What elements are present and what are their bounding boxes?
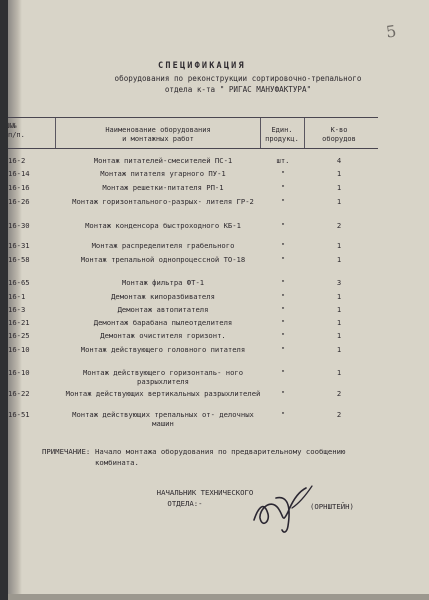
row-quantity: 1: [336, 197, 342, 206]
row-unit: шт.: [276, 156, 290, 165]
row-number: 16-51: [8, 410, 30, 419]
column-divider-3: [304, 118, 305, 148]
row-quantity: 1: [336, 305, 342, 314]
row-name: Монтаж действующего головного питателя: [80, 345, 246, 354]
row-unit: ": [280, 278, 286, 287]
row-name: Демонтаж автопитателя: [117, 305, 209, 314]
signatory-name: (ОРНШТЕЙН): [310, 502, 354, 511]
row-name: Демонтаж кипоразбивателя: [111, 292, 215, 301]
row-quantity: 4: [336, 156, 342, 165]
row-unit: ": [280, 345, 286, 354]
row-name: Монтаж питателя угарного ПУ-1: [100, 169, 226, 178]
row-number: 16-26: [8, 197, 30, 206]
row-number: 16-1: [8, 292, 26, 301]
row-unit: ": [280, 241, 286, 250]
row-number: 16-10: [8, 368, 30, 377]
document-title: СПЕЦИФИКАЦИЯ: [158, 61, 246, 71]
row-quantity: 1: [336, 255, 342, 264]
header-unit: Един. продукц.: [265, 126, 299, 143]
row-unit: ": [280, 331, 286, 340]
page-bottom-edge: [8, 594, 429, 600]
row-unit: ": [280, 169, 286, 178]
note-block: [42, 446, 392, 468]
row-quantity: 1: [336, 169, 342, 178]
row-unit: ": [280, 292, 286, 301]
table-top-rule: [8, 117, 378, 118]
row-name: Монтаж действующих трепальных от- делочных машин: [72, 410, 254, 428]
row-number: 16-58: [8, 255, 30, 264]
row-quantity: 2: [336, 410, 342, 419]
row-name: Монтаж действующего горизонталь- ного разрыхлителя: [82, 368, 244, 386]
row-unit: ": [280, 389, 286, 398]
handwritten-page-number: 5: [384, 21, 398, 42]
row-name: Монтаж горизонтального-разрых- лителя ГР-2: [72, 197, 254, 206]
header-number: №№ п/п.: [8, 122, 25, 139]
row-unit: ": [280, 221, 286, 230]
row-name: Монтаж питателей-смесителей ПС-1: [93, 156, 233, 165]
row-quantity: 2: [336, 221, 342, 230]
row-name: Монтаж действующих вертикальных разрыхлителей: [65, 389, 261, 398]
row-quantity: 1: [336, 292, 342, 301]
row-unit: ": [280, 197, 286, 206]
row-quantity: 1: [336, 331, 342, 340]
row-quantity: 1: [336, 368, 342, 377]
row-quantity: 1: [336, 241, 342, 250]
row-quantity: 1: [336, 318, 342, 327]
row-number: 16-3: [8, 305, 26, 314]
row-name: Демонтаж барабана пылеотделителя: [93, 318, 233, 327]
row-quantity: 2: [336, 389, 342, 398]
subtitle-line-2: отдела к-та " РИГАС МАНУФАКТУРА": [164, 85, 312, 94]
signatory-title: НАЧАЛЬНИК ТЕХНИЧЕСКОГО ОТДЕЛА:-: [156, 488, 254, 508]
row-unit: ": [280, 368, 286, 377]
document-subtitle: [78, 73, 398, 95]
row-name: Монтаж конденсора быстроходного КБ-1: [85, 221, 241, 230]
column-divider-1: [55, 118, 56, 148]
row-number: 16-2: [8, 156, 26, 165]
row-unit: ": [280, 305, 286, 314]
row-quantity: 1: [336, 345, 342, 354]
note-text: Начало монтажа оборудования по предварительному сообщению комбината.: [95, 447, 346, 467]
row-number: 16-25: [8, 331, 30, 340]
row-name: Монтаж решетки-питателя РП-1: [102, 183, 224, 192]
row-number: 16-30: [8, 221, 30, 230]
row-quantity: 3: [336, 278, 342, 287]
note-label: ПРИМЕЧАНИЕ:: [42, 447, 91, 456]
row-name: Монтаж фильтра ФТ-1: [121, 278, 205, 287]
document-page: [8, 0, 429, 600]
subtitle-line-1: оборудования по реконструкции сортировочно-трепального: [114, 74, 362, 83]
row-name: Демонтаж очистителя горизонт.: [100, 331, 226, 340]
header-quantity: К-во оборудов: [322, 126, 356, 143]
row-name: Монтаж трепальной однопроцессной ТО-18: [80, 255, 246, 264]
row-number: 16-14: [8, 169, 30, 178]
row-number: 16-21: [8, 318, 30, 327]
row-number: 16-10: [8, 345, 30, 354]
row-name: Монтаж распределителя грабельного: [91, 241, 235, 250]
row-quantity: 1: [336, 183, 342, 192]
row-unit: ": [280, 410, 286, 419]
table-header-rule: [8, 148, 378, 149]
row-unit: ": [280, 255, 286, 264]
row-number: 16-22: [8, 389, 30, 398]
row-number: 16-16: [8, 183, 30, 192]
row-number: 16-31: [8, 241, 30, 250]
row-unit: ": [280, 318, 286, 327]
column-divider-2: [260, 118, 261, 148]
header-equipment-name: Наименование оборудования и монтажных работ: [105, 126, 211, 143]
row-number: 16-65: [8, 278, 30, 287]
row-unit: ": [280, 183, 286, 192]
handwritten-signature: [248, 478, 318, 536]
